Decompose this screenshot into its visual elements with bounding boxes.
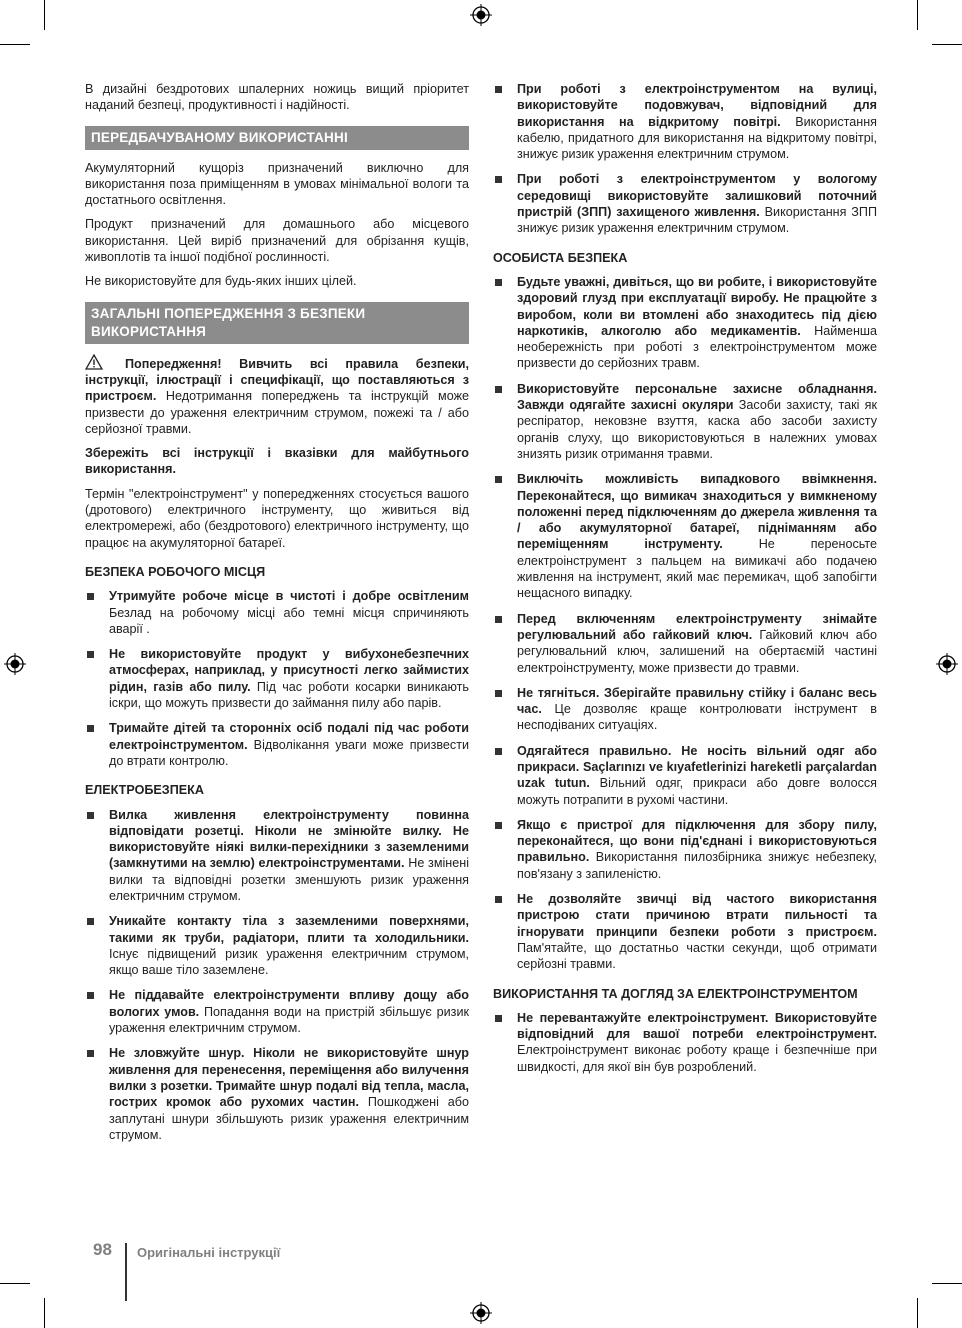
list-item-bold: Використовуйте персональне захисне обладнання. Завжди одягайте захисні окуляри [517, 381, 877, 413]
list-item-text: Відволікання уваги може призвести до втрати контролю. [109, 737, 469, 768]
left-column [85, 81, 469, 1152]
list-item-text: Під час роботи косарки виникають іскри, що можуть призвести до займання пилу або парів. [109, 679, 469, 711]
bullet-square-icon [87, 1050, 94, 1057]
bullet-square-icon [495, 476, 502, 483]
list-item [493, 381, 877, 462]
electric-list [85, 807, 469, 1144]
outdoor-list [493, 81, 877, 237]
save-instructions-text: Збережіть всі інструкції і вказівки для майбутнього використання. [85, 446, 469, 477]
list-item-bold: Вилка живлення електроінструменту повинна відповідати розетці. Ніколи не змінюйте вилку. Не використовуйте ніякі вилки-перехідники з заземленими (замкнутими на землю) електроінструментами. [109, 807, 469, 871]
save-instructions [85, 445, 469, 478]
section-heading-general-warnings: ЗАГАЛЬНІ ПОПЕРЕДЖЕННЯ З БЕЗПЕКИ ВИКОРИСТАННЯ [85, 302, 469, 344]
list-item [85, 913, 469, 978]
bullet-square-icon [87, 992, 94, 999]
heading-workplace-safety: БЕЗПЕКА РОБОЧОГО МІСЦЯ [85, 564, 266, 579]
list-item-bold: Уникайте контакту тіла з заземленими поверхнями, такими як труби, радіатори, плити та холодильники. [109, 914, 469, 945]
list-item-bold: При роботі з електроінструментом у вологому середовищі використовуйте залишковий поточний пристрій (ЗПП) захищеного живлення. [517, 172, 877, 220]
personal-list [493, 274, 877, 973]
list-item [85, 588, 469, 637]
list-item [493, 471, 877, 601]
bullet-square-icon [495, 86, 502, 93]
crop-mark [917, 0, 918, 30]
list-item-bold: Не зловжуйте шнур. Ніколи не використовуйте шнур живлення для перенесення, переміщення або вилучення вилки з розетки. Тримайте шнур подалі від тепла, масла, гострих кромок або рухомих частин. [109, 1046, 469, 1110]
crop-mark [44, 1298, 45, 1328]
list-item [85, 987, 469, 1036]
crop-mark [44, 0, 45, 30]
list-item-bold: Перед включенням електроінструменту знімайте регулювальний або гайковий ключ. [517, 611, 877, 642]
list-item-bold: Не використовуйте продукт у вибухонебезпечних атмосферах, наприклад, у присутності легко займистих рідин, газів або пилу. [109, 647, 469, 694]
list-item-bold: Якщо є пристрої для підключення для збору пилу, переконайтеся, що вони під'єднані і використовуються правильно. [517, 817, 877, 865]
list-item [493, 685, 877, 734]
bullet-square-icon [87, 918, 94, 925]
registration-mark-icon [470, 4, 492, 26]
intended-paragraph: Акумуляторний кущоріз призначений виключно для використання поза приміщенням в умовах мінімальної вологи та достатнього освітлення. [85, 160, 469, 208]
list-item [493, 1010, 877, 1075]
list-item-text: Не змінені вилки та відповідні розетки зменшують ризик ураження електричним струмом. [109, 856, 469, 903]
list-item-bold: Виключіть можливість випадкового ввімкнення. Переконайтеся, що вимикач знаходиться у вимкненому положенні перед підключенням до джерела живлення та / або акумуляторної батареї, підніманням або переміщенням інструменту. [517, 472, 877, 552]
list-item-text: Найменша необережність при роботі з електроінструментом може призвести до серйозних травм. [517, 323, 878, 371]
list-item-bold: При роботі з електроінструментом на вулиці, використовуйте подовжувач, відповідний для використання на відкритому повітрі. [517, 82, 877, 129]
heading-tool-use-and-care: ВИКОРИСТАННЯ ТА ДОГЛЯД ЗА ЕЛЕКТРОІНСТРУМЕНТОМ [493, 986, 858, 1001]
bullet-square-icon [87, 725, 94, 732]
list-item-bold: Не піддавайте електроінструменти впливу дощу або вологих умов. [109, 988, 469, 1019]
list-item-text: Електроінструмент виконає роботу краще і безпечніше при швидкості, для якої він був розроблений. [517, 1043, 877, 1074]
intended-paragraph: Продукт призначений для домашнього або місцевого використання. Цей виріб призначений для обрізання кущів, живоплотів та іншої подібної рослинності. [85, 217, 469, 265]
list-item [85, 807, 469, 905]
crop-mark [932, 1283, 962, 1284]
list-item-text: Безлад на робочому місці або темні місця спричиняють аварії . [109, 605, 469, 636]
bullet-square-icon [87, 812, 94, 819]
list-item-text: Це дозволяє краще контролювати інструмент в несподіваних ситуаціях. [517, 702, 877, 733]
list-item-text: Вільний одяг, прикраси або довге волосся можуть потрапити в рухомі частини. [517, 776, 877, 807]
page-number: 98 [93, 1240, 112, 1259]
crop-mark [932, 44, 962, 45]
list-item-bold: Утримуйте робоче місце в чистоті і добре освітленим [109, 589, 469, 604]
bullet-square-icon [495, 386, 502, 393]
bullet-square-icon [495, 176, 502, 183]
warning-text: Недотримання попереджень та інструкцій може призвести до ураження електричним струмом, пожежі та / або серйозної травми. [85, 389, 469, 436]
crop-mark [0, 44, 30, 45]
intended-paragraph: Не використовуйте для будь-яких інших цілей. [85, 274, 357, 289]
list-item-bold: Не дозволяйте звичці від частого використання пристрою стати причиною втрати пильності та ігнорувати принципи безпеки роботи з пристроєм. [517, 892, 877, 939]
workplace-list [85, 588, 469, 769]
section-heading-intended-use: ПЕРЕДБАЧУВАНОМУ ВИКОРИСТАННІ [85, 126, 469, 150]
bullet-square-icon [495, 822, 502, 829]
list-item [493, 171, 877, 236]
list-item [85, 720, 469, 769]
list-item-text: Використання кабелю, придатного для використання на відкритому повітрі, знижує ризик ураження електричним струмом. [517, 114, 877, 162]
heading-electrical-safety: ЕЛЕКТРОБЕЗПЕКА [85, 783, 204, 798]
list-item-text: Не переносьте електроінструмент з пальцем на вимикачі або подачею живлення на інструмент, який має перемикач, щоб запобігти нещасного випадку. [517, 537, 877, 601]
warning-triangle-icon [85, 354, 103, 370]
list-item-text: Існує підвищений ризик ураження електричним струмом, якщо ваше тіло заземлене. [109, 946, 469, 978]
list-item-text: Використання пилозбірника знижує небезпеку, пов'язану з запиленістю. [517, 850, 877, 881]
crop-mark [0, 1283, 30, 1284]
list-item [493, 81, 877, 162]
bullet-square-icon [495, 1015, 502, 1022]
bullet-square-icon [495, 616, 502, 623]
registration-mark-icon [936, 653, 958, 675]
list-item-text: Пам'ятайте, що достатньо частки секунди, щоб отримати серйозні травми. [517, 940, 877, 972]
footer-divider [125, 1243, 127, 1301]
list-item-bold: Будьте уважні, дивіться, що ви робите, і використовуйте здоровий глузд при експлуатації виробу. Не працюйте з виробом, коли ви втомлені або знаходитесь під дією наркотиків, алкоголю або медикаментів. [517, 274, 877, 338]
bullet-square-icon [495, 748, 502, 755]
right-column [493, 81, 877, 1084]
care-list [493, 1010, 877, 1075]
crop-mark [917, 1298, 918, 1328]
list-item [493, 611, 877, 676]
bullet-square-icon [495, 690, 502, 697]
list-item-bold: Не перевантажуйте електроінструмент. Використовуйте відповідний для вашої потреби електроінструмент. [517, 1010, 877, 1042]
bullet-square-icon [87, 651, 94, 658]
footer-label: Оригінальні інструкції [137, 1245, 281, 1260]
list-item-bold: Одягайтеся правильно. Не носіть вільний одяг або прикраси. Saçlarınızı ve kıyafetlerinizi hareketli parçalardan uzak tutun. [517, 743, 877, 791]
bullet-square-icon [495, 896, 502, 903]
heading-personal-safety: ОСОБИСТА БЕЗПЕКА [493, 250, 628, 265]
list-item-text: Використання ЗПП знижує ризик ураження електричним струмом. [517, 205, 878, 236]
list-item-bold: Не тягніться. Зберігайте правильну стійку і баланс весь час. [517, 685, 877, 717]
bullet-square-icon [495, 279, 502, 286]
list-item [493, 274, 877, 372]
list-item-text: Пошкоджені або заплутані шнури збільшують ризик ураження електричним струмом. [109, 1095, 469, 1142]
list-item [85, 646, 469, 711]
warning-bold-text: Попередження! Вивчить всі правила безпеки, інструкції, ілюстрації і специфікації, що поставляються з пристроєм. [85, 356, 469, 404]
warning-paragraph [85, 354, 469, 437]
term-paragraph: Термін "електроінструмент" у попередженнях стосується вашого (дротового) електричного інструменту, що живиться від електромережі, або (бездротового) електричного інструменту, що працює на акумуляторної батареї. [85, 486, 469, 550]
list-item-bold: Тримайте дітей та сторонніх осіб подалі під час роботи електроінструментом. [109, 721, 469, 752]
list-item [85, 1045, 469, 1143]
list-item [493, 817, 877, 882]
bullet-square-icon [87, 593, 94, 600]
list-item [493, 891, 877, 972]
list-item-text: Гайковий ключ або регулювальний ключ, залишений на обертаємій частині електроінструменту, може призвести до травми. [517, 627, 877, 675]
registration-mark-icon [4, 653, 26, 675]
list-item [493, 743, 877, 808]
list-item-text: Попадання води на пристрій збільшує ризик ураження електричним струмом. [109, 1004, 469, 1036]
registration-mark-icon [470, 1302, 492, 1324]
list-item-text: Засоби захисту, такі як респіратор, нековзне взуття, каска або засоби захисту органів слуху, що використовуються в належних умовах знизять ризик отримання травми. [517, 398, 878, 461]
intro-paragraph: В дизайні бездротових шпалерних ножиць вищий пріоритет наданий безпеці, продуктивності і надійності. [85, 82, 469, 113]
